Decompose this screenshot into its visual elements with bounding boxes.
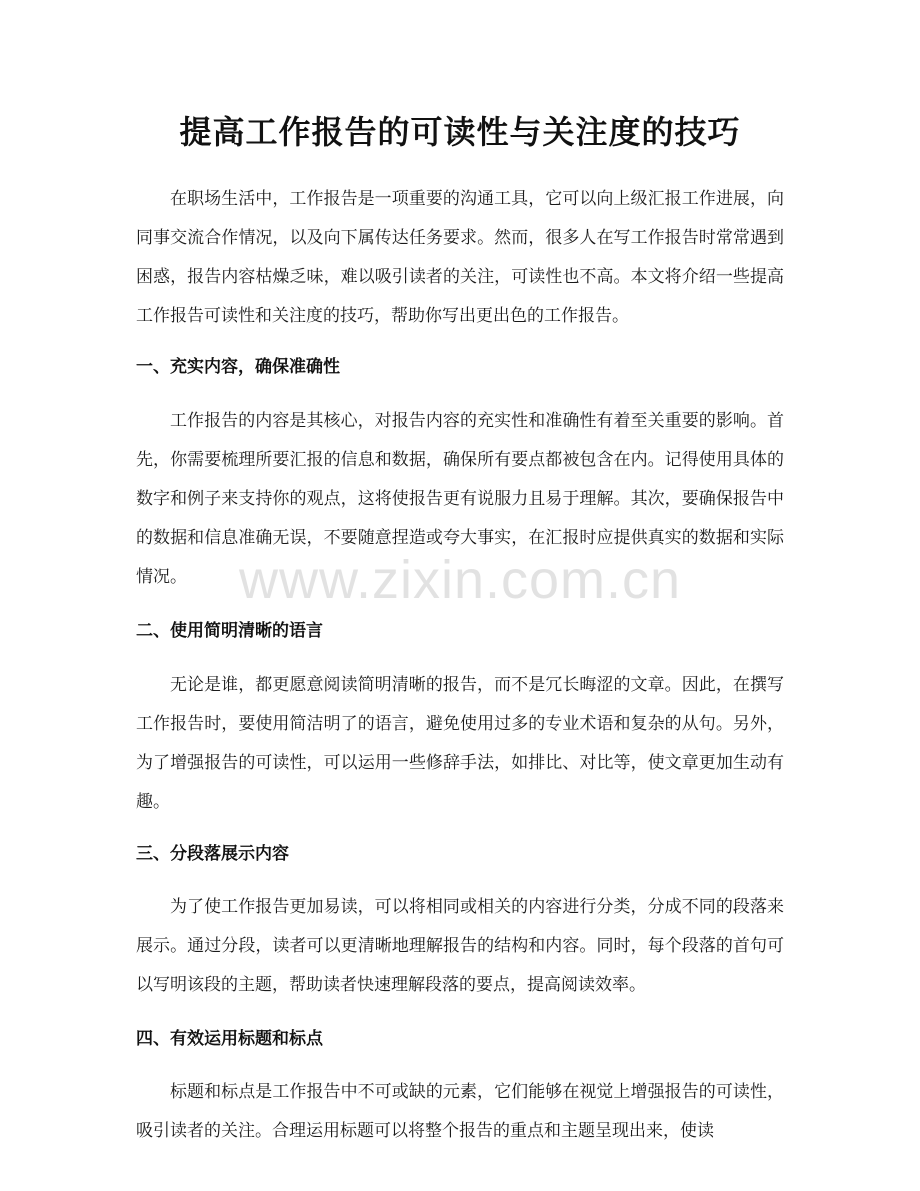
- section-heading-1: 一、充实内容，确保准确性: [136, 357, 340, 377]
- section-paragraph-1: 工作报告的内容是其核心，对报告内容的充实性和准确性有着至关重要的影响。首先，你需要梳理所要汇报的信息和数据，确保所有要点都被包含在内。记得使用具体的数字和例子来支持你的观点，这将使报告更有说服力且易于理解。其次，要确保报告中的数据和信息准确无误，不要随意捏造或夸大事实，在汇报时应提供真实的数据和实际情况。: [136, 411, 784, 587]
- section-paragraph-2: 无论是谁，都更愿意阅读简明清晰的报告，而不是冗长晦涩的文章。因此，在撰写工作报告时，要使用简洁明了的语言，避免使用过多的专业术语和复杂的从句。另外，为了增强报告的可读性，可以运用一些修辞手法，如排比、对比等，使文章更加生动有趣。: [136, 675, 784, 812]
- section-heading-3: 三、分段落展示内容: [136, 844, 289, 864]
- section-heading-4: 四、有效运用标题和标点: [136, 1029, 323, 1049]
- document-title: 提高工作报告的可读性与关注度的技巧: [179, 113, 741, 151]
- section-paragraph-4: 标题和标点是工作报告中不可或缺的元素，它们能够在视觉上增强报告的可读性，吸引读者的关注。合理运用标题可以将整个报告的重点和主题呈现出来，使读: [136, 1082, 784, 1141]
- watermark: www.zixin.com.cn: [238, 550, 682, 610]
- intro-paragraph: 在职场生活中，工作报告是一项重要的沟通工具，它可以向上级汇报工作进展，向同事交流合作情况，以及向下属传达任务要求。然而，很多人在写工作报告时常常遇到困惑，报告内容枯燥乏味，难以吸引读者的关注，可读性也不高。本文将介绍一些提高工作报告可读性和关注度的技巧，帮助你写出更出色的工作报告。: [136, 189, 784, 326]
- document-body: [136, 180, 784, 1151]
- section-heading-2: 二、使用简明清晰的语言: [136, 621, 323, 641]
- section-paragraph-3: 为了使工作报告更加易读，可以将相同或相关的内容进行分类，分成不同的段落来展示。通过分段，读者可以更清晰地理解报告的结构和内容。同时，每个段落的首句可以写明该段的主题，帮助读者快速理解段落的要点，提高阅读效率。: [136, 897, 784, 995]
